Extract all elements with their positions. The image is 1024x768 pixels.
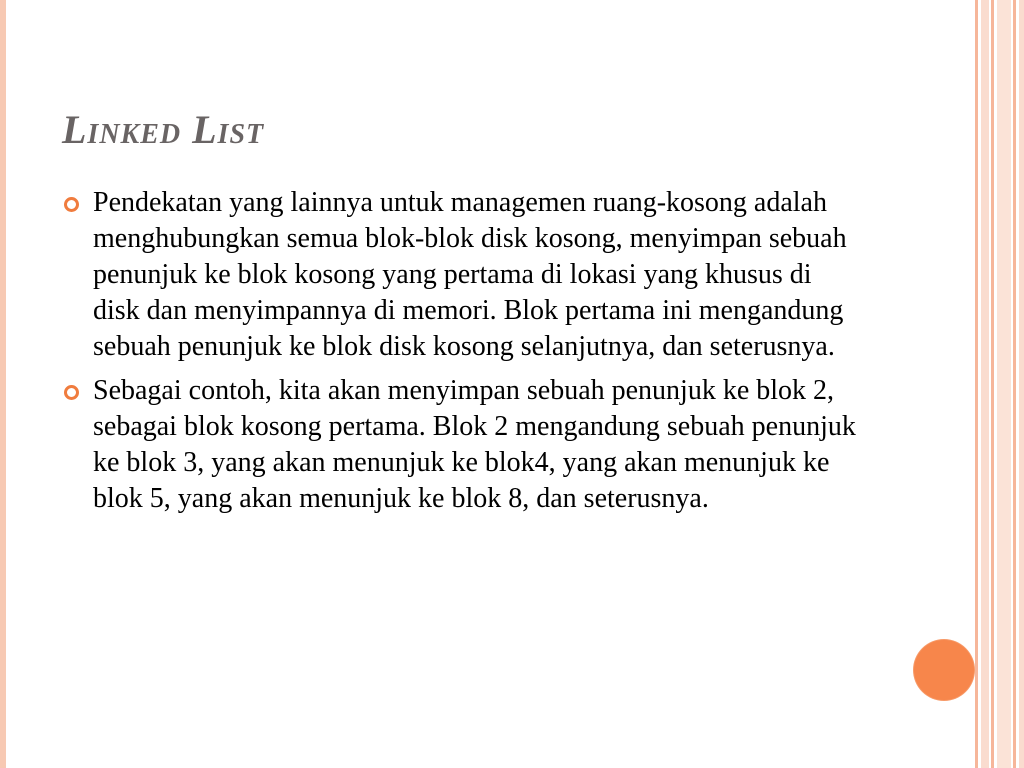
decorative-circle	[914, 640, 974, 700]
right-decorative-stripes	[975, 0, 1024, 768]
bullet-text: Pendekatan yang lainnya untuk managemen ruang-kosong adalah menghubungkan semua blok-blok disk kosong, menyimpan sebuah penunjuk ke blok kosong yang pertama di lokasi yang khusus di disk dan menyimpannya di memori. Blok pertama ini mengandung sebuah penunjuk ke blok disk kosong selanjutnya, dan seterusnya.	[93, 187, 847, 362]
stripe	[997, 0, 1011, 768]
list-item	[64, 373, 864, 517]
bullet-list	[64, 185, 864, 525]
ring-bullet-icon	[64, 197, 79, 212]
left-border-bar	[0, 0, 6, 768]
slide-title: Linked List	[62, 107, 265, 152]
stripe	[981, 0, 989, 768]
stripe	[975, 0, 978, 768]
stripe	[991, 0, 994, 768]
list-item	[64, 185, 864, 365]
stripe	[1013, 0, 1016, 768]
ring-bullet-icon	[64, 385, 79, 400]
stripe	[1019, 0, 1024, 768]
bullet-text: Sebagai contoh, kita akan menyimpan sebuah penunjuk ke blok 2, sebagai blok kosong pertama. Blok 2 mengandung sebuah penunjuk ke blok 3, yang akan menunjuk ke blok4, yang akan menunjuk ke blok 5, yang akan menunjuk ke blok 8, dan seterusnya.	[93, 375, 856, 514]
